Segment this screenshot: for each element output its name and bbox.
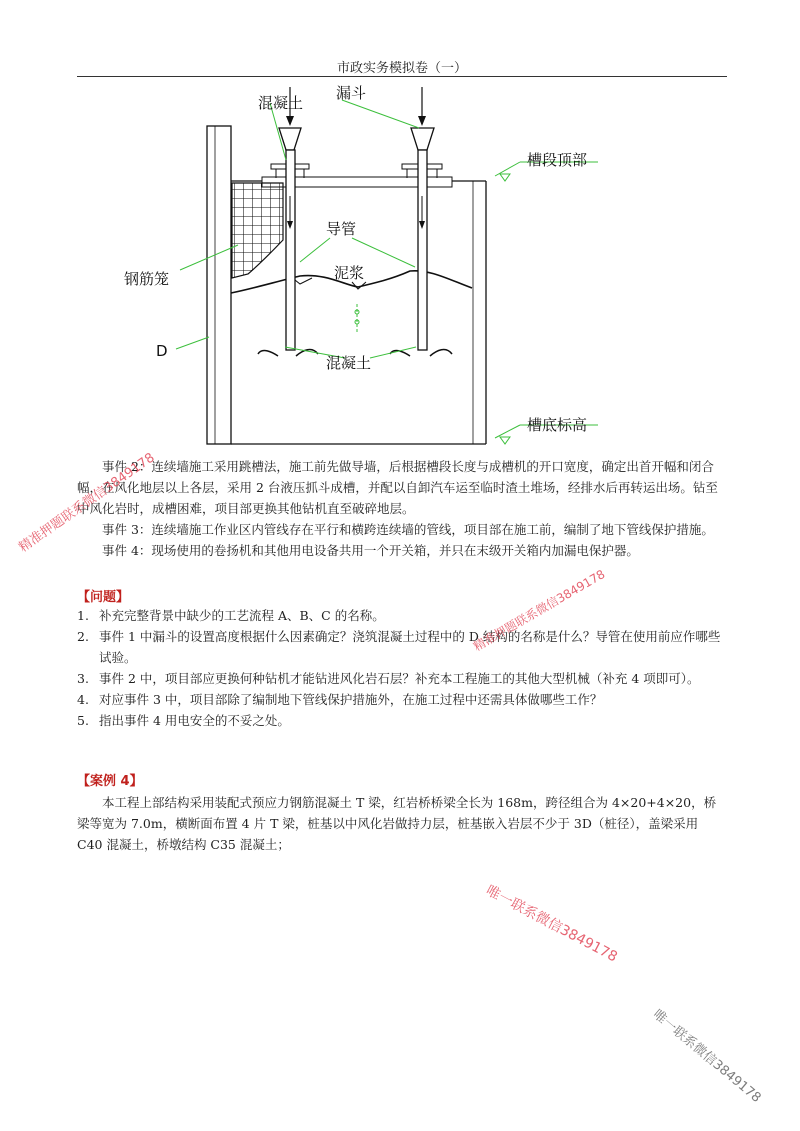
label-trench-bottom: 槽底标高 bbox=[527, 416, 588, 434]
questions-heading: 【问题】 bbox=[77, 590, 130, 605]
watermark: 唯一联系微信3849178 bbox=[483, 882, 620, 966]
label-d: D bbox=[156, 342, 168, 360]
event-2: 事件 2：连续墙施工采用跳槽法，施工前先做导墙，后根据槽段长度与成槽机的开口宽度，确定出首开幅和闭合幅，在风化地层以上各层，采用 2 台液压抓斗成槽，并配以自卸汽车运至临时渣土堆场，经排水后再转运出场。钻至中风化岩时，成槽困难，项目部更换其他钻机直至破碎地层。 bbox=[77, 459, 718, 516]
question-item: 3. 事件 2 中，项目部应更换何种钻机才能钻进风化岩石层？补充本工程施工的其他大型机械（补充 4 项即可）。 bbox=[77, 671, 700, 686]
d-dimension-marker bbox=[355, 304, 359, 332]
reinforcement-cage bbox=[232, 183, 283, 278]
label-slurry: 泥浆 bbox=[334, 264, 365, 282]
label-concrete-bottom: 混凝土 bbox=[326, 354, 372, 372]
event-3: 事件 3：连续墙施工作业区内管线存在平行和横跨连续墙的管线，项目部在施工前，编制了地下管线保护措施。 bbox=[102, 522, 714, 537]
label-cage: 钢筋笼 bbox=[124, 270, 170, 288]
diaphragm-wall-diagram bbox=[0, 0, 800, 460]
question-item: 4. 对应事件 3 中，项目部除了编制地下管线保护措施外，在施工过程中还需具体做哪些工作？ bbox=[77, 692, 603, 707]
question-item: 1. 补充完整背景中缺少的工艺流程 A、B、C 的名称。 bbox=[77, 608, 385, 623]
watermark: 精准押题联系微信3849178 bbox=[16, 450, 158, 556]
question-item: 2. 事件 1 中漏斗的设置高度根据什么因素确定？浇筑混凝土过程中的 D 结构的名称是什么？导管在使用前应作哪些试验。 bbox=[77, 629, 721, 665]
case4-heading: 【案例 4】 bbox=[77, 774, 143, 789]
label-tremie: 导管 bbox=[326, 220, 357, 238]
page-header: 市政实务模拟卷（一） bbox=[336, 61, 467, 76]
label-trench-top: 槽段顶部 bbox=[527, 151, 588, 169]
label-funnel: 漏斗 bbox=[336, 84, 367, 102]
watermark: 唯一联系微信3849178 bbox=[649, 1007, 764, 1106]
events-section bbox=[77, 456, 723, 561]
guide-wall-left bbox=[207, 126, 231, 444]
label-concrete-top: 混凝土 bbox=[258, 94, 304, 112]
case4-body: 本工程上部结构采用装配式预应力钢筋混凝土 T 梁，红岩桥桥梁全长为 168m，跨径组合为 4×20+4×20，桥梁等宽为 7.0m，横断面布置 4 片 T 梁，桩基以中风化岩做持力层，桩基嵌入岩层不少于 3D（桩径），盖梁采用 C40 混凝土，桥墩结构 C35 混凝土； bbox=[77, 795, 717, 852]
question-item: 5. 指出事件 4 用电安全的不妥之处。 bbox=[77, 713, 290, 728]
questions-list bbox=[77, 605, 723, 731]
event-4: 事件 4：现场使用的卷扬机和其他用电设备共用一个开关箱，并只在末级开关箱内加漏电保护器。 bbox=[102, 543, 639, 558]
watermark: 精准押题联系微信3849178 bbox=[471, 567, 608, 654]
